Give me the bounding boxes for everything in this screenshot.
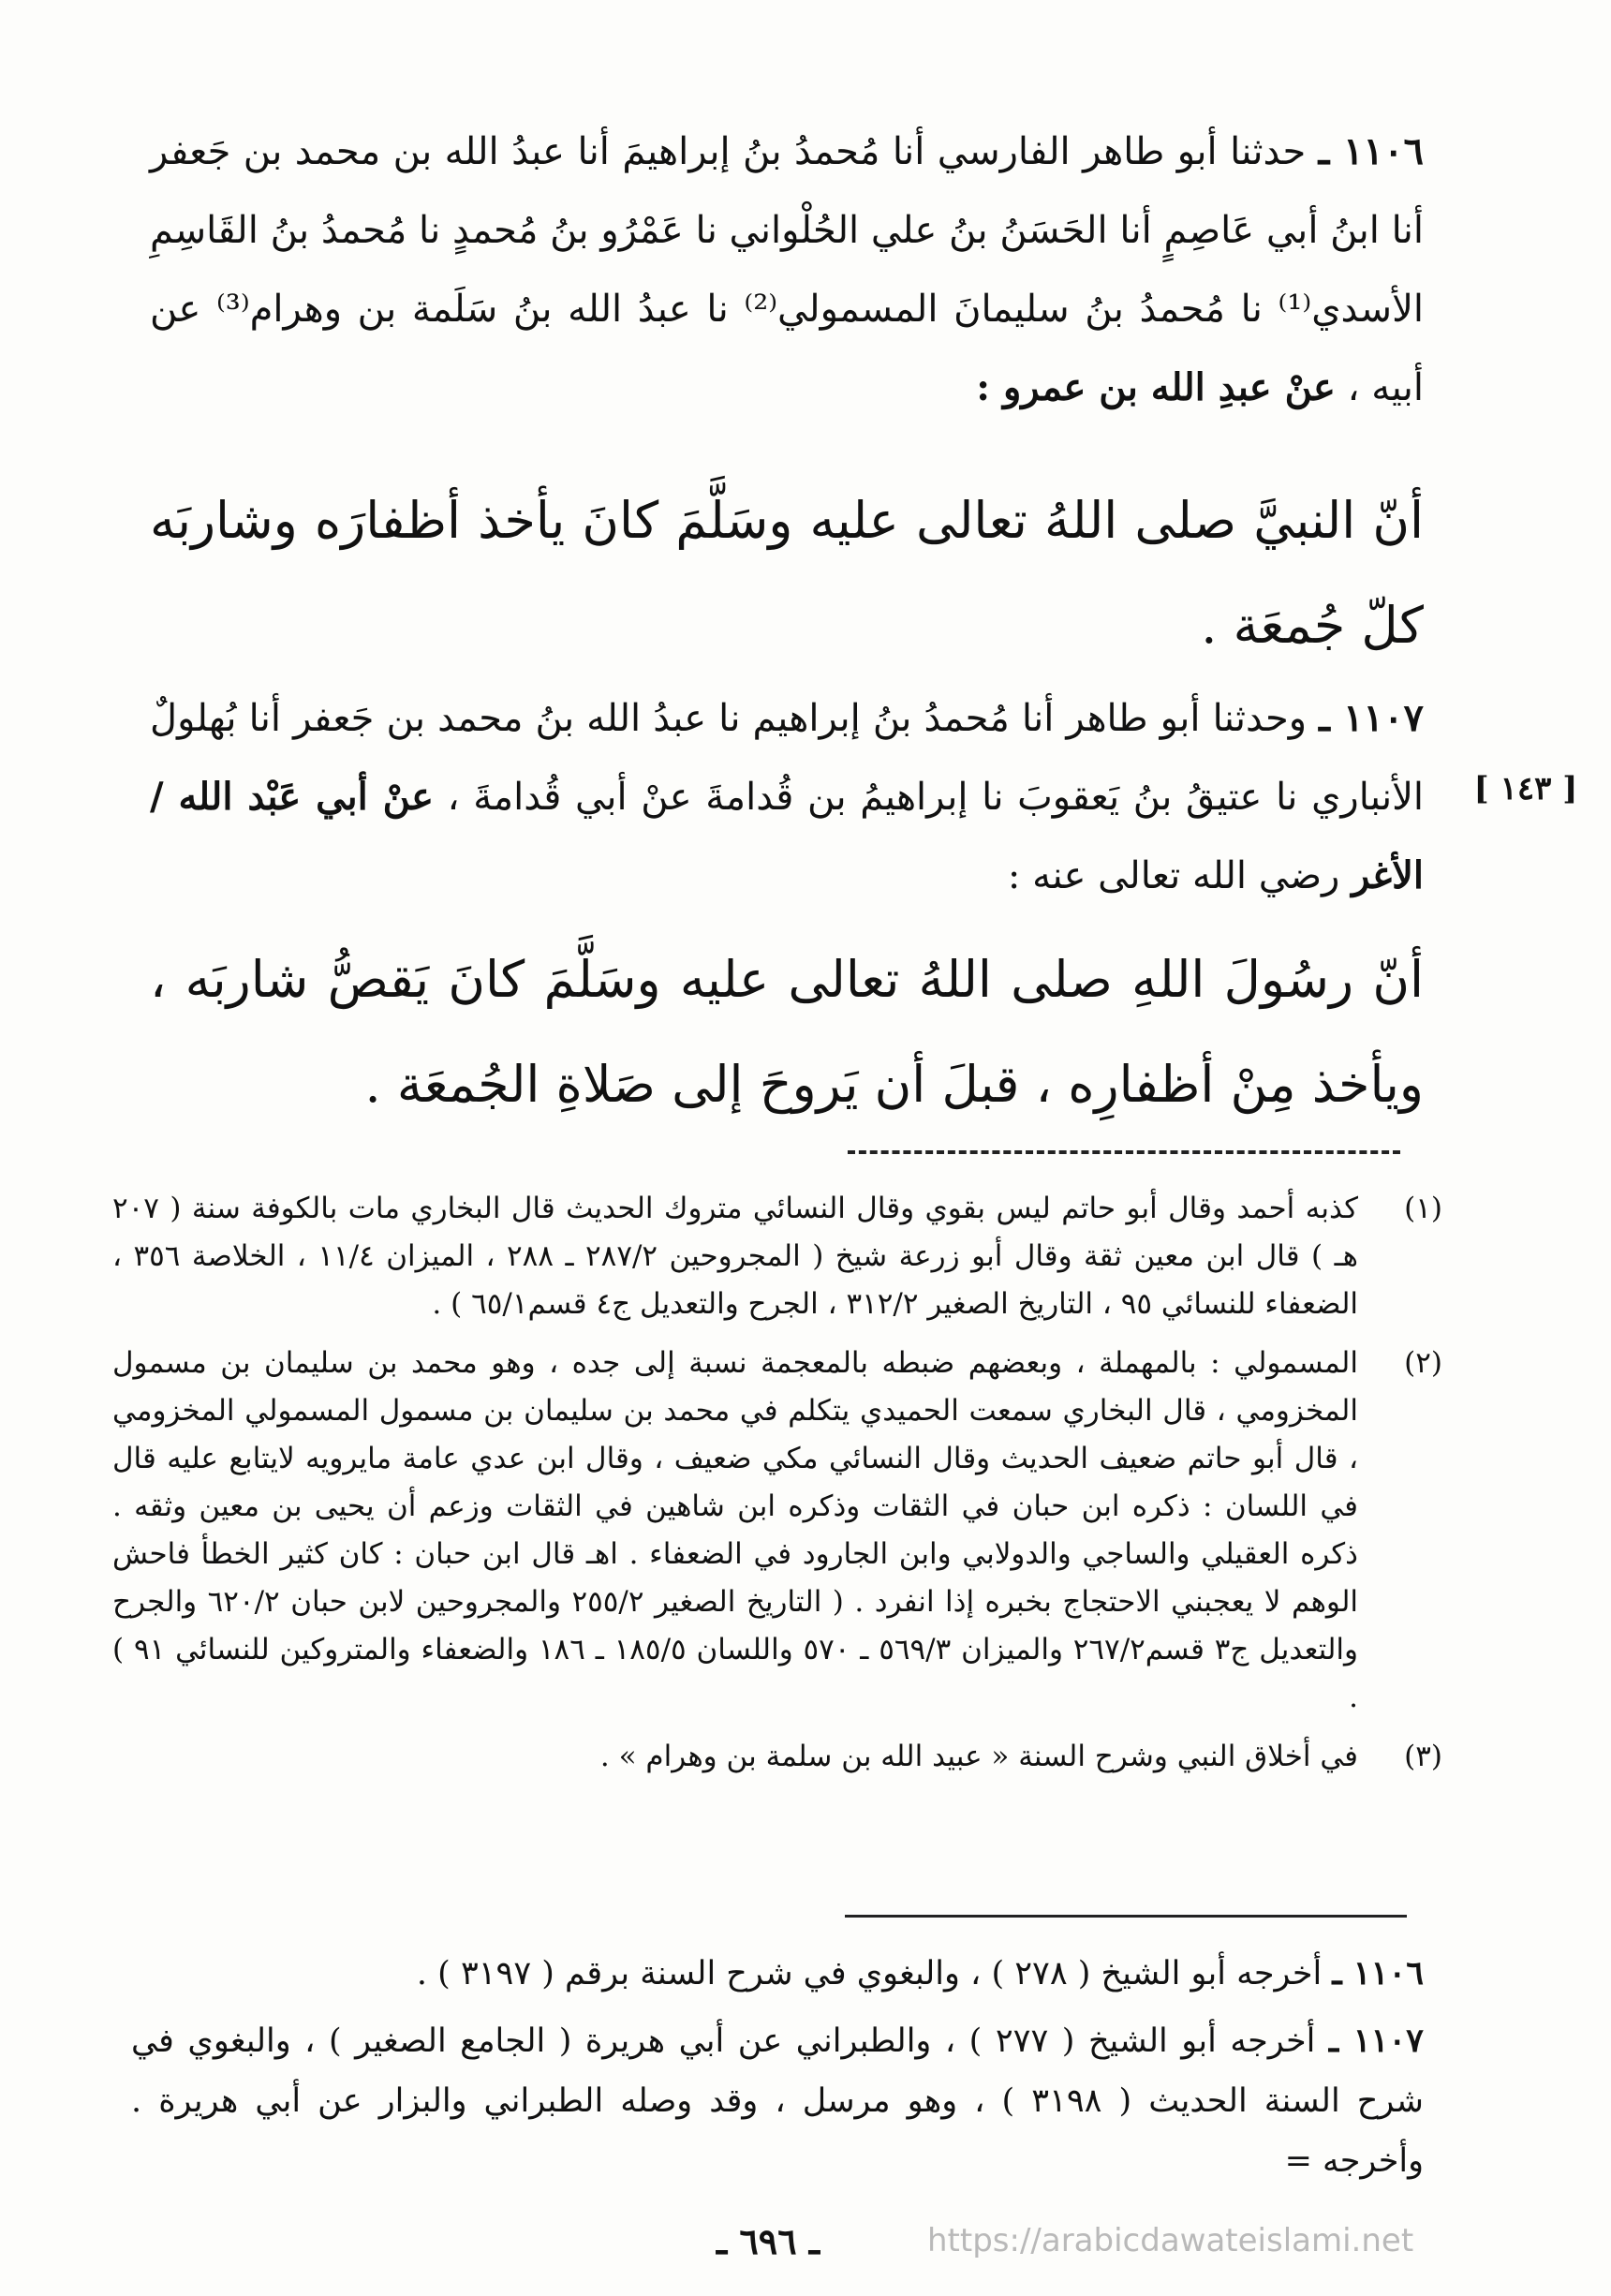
hadith-1107-matn: أنّ رسُولَ اللهِ صلى اللهُ تعالى عليه وسَلَّمَ كانَ يَقصُّ شاربَه ، ويأخذ مِنْ أظفارِه ، قبلَ أن يَروحَ إلى صَلاةِ الجُمعَة . [150, 950, 1424, 1114]
watermark-url: https://arabicdawateislami.net [927, 2222, 1414, 2259]
takhrij-notes [131, 1944, 1424, 2191]
footnote-marker: (٢) [1404, 1346, 1442, 1380]
manuscript-folio-marker: [ ١٤٣ ] [1473, 770, 1578, 807]
dashed-divider [848, 1150, 1400, 1154]
narrator-suffix: رضي الله تعالى عنه : [1007, 854, 1340, 897]
takhrij-number: ١١٠٧ ـ [1328, 2022, 1424, 2060]
takhrij-rule [845, 1915, 1407, 1918]
narrator-highlight: عنْ أبي عَبْد الله / الأغر [150, 775, 1424, 897]
footnote-3 [112, 1733, 1442, 1781]
hadith-number: ١١٠٦ ـ [1318, 129, 1424, 173]
hadith-1107-isnad [150, 679, 1424, 915]
footnote-text: كذبه أحمد وقال أبو حاتم ليس بقوي وقال النسائي متروك الحديث قال البخاري مات بالكوفة سنة ( ٢٠٧ هـ ) قال ابن معين ثقة وقال أبو زرعة شيخ ( المجروحين ٢٨٧/٢ ـ ٢٨٨ ، الميزان ١١/٤ ، الخلاصة ٣٥٦ ، الضعفاء للنسائي ٩٥ ، التاريخ الصغير ٣١٢/٢ ، الجرح والتعديل ج٤ قسم٦٥/١ ) . [112, 1192, 1359, 1321]
isnad-text: وحدثنا أبو طاهر أنا مُحمدُ بنُ إبراهيم نا عبدُ الله بنُ محمد بن جَعفر أنا بُهلولٌ الأنباري نا عتيقُ بنُ يَعقوبَ نا إبراهيمُ بن قُدامةَ عنْ أبي قُدامةَ ، [150, 697, 1425, 819]
footnotes [112, 1185, 1442, 1781]
takhrij-number: ١١٠٦ ـ [1332, 1954, 1424, 1992]
footnote-marker: (٣) [1404, 1740, 1442, 1773]
footnote-2 [112, 1340, 1442, 1722]
page-number: ـ ٦٩٦ ـ [717, 2220, 820, 2262]
takhrij-1107 [131, 2011, 1424, 2191]
hadith-number: ١١٠٧ ـ [1319, 696, 1424, 740]
narrator-highlight: عنْ عبدِ الله بن عمرو : [976, 365, 1336, 409]
hadith-1106-isnad [150, 112, 1424, 427]
isnad-text: حدثنا أبو طاهر الفارسي أنا مُحمدُ بنُ إبراهيمَ أنا عبدُ الله بن محمد بن جَعفر أنا ابنُ أبي عَاصِمٍ أنا الحَسَنُ بنُ علي الحُلْواني نا عَمْرُو بنُ مُحمدٍ نا مُحمدُ بنُ القَاسِمِ الأسدي⁽¹⁾ نا مُحمدُ بنُ سليمانَ المسمولي⁽²⁾ نا عبدُ الله بنُ سَلَمة بن وهرام⁽³⁾ عن أبيه ، [150, 130, 1424, 409]
takhrij-1106 [131, 1944, 1424, 2004]
hadith-1106-matn: أنّ النبيَّ صلى اللهُ تعالى عليه وسَلَّمَ كانَ يأخذ أظفارَه وشاربَه كلّ جُمعَة . [150, 491, 1425, 655]
footnote-1 [112, 1185, 1442, 1328]
footnote-text: المسمولي : بالمهملة ، وبعضهم ضبطه بالمعجمة نسبة إلى جده ، وهو محمد بن سليمان بن مسمول المخزومي ، قال البخاري سمعت الحميدي يتكلم في محمد بن سليمان بن مسمول المسمولي المخزومي ، قال أبو حاتم ضعيف الحديث وقال النسائي مكي ضعيف ، وقال ابن عدي عامة مايرويه لايتابع عليه قال في اللسان : ذكره ابن حبان في الثقات وذكره ابن شاهين في الثقات وزعم أن يحيى بن معين وثقه . ذكره العقيلي والساجي والدولابي وابن الجارود في الضعفاء . اهـ قال ابن حبان : كان كثير الخطأ فاحش الوهم لا يعجبني الاحتجاج بخبره إذا انفرد . ( التاريخ الصغير ٢٥٥/٢ والمجروحين لابن حبان ٦٢٠/٢ والجرح والتعديل ج٣ قسم٢٦٧/٢ والميزان ٥٦٩/٣ ـ ٥٧٠ واللسان ١٨٥/٥ ـ ١٨٦ والضعفاء والمتروكين للنسائي ٩١ ) . [112, 1346, 1359, 1714]
footnote-marker: (١) [1404, 1192, 1442, 1225]
footnote-text: في أخلاق النبي وشرح السنة « عبيد الله بن سلمة بن وهرام » . [599, 1740, 1358, 1773]
takhrij-text: أخرجه أبو الشيخ ( ٢٧٨ ) ، والبغوي في شرح السنة برقم ( ٣١٩٧ ) . [416, 1955, 1323, 1992]
takhrij-text: أخرجه أبو الشيخ ( ٢٧٧ ) ، والطبراني عن أبي هريرة ( الجامع الصغير ) ، والبغوي في شرح السنة الحديث ( ٣١٩٨ ) ، وهو مرسل ، وقد وصله الطبراني والبزار عن أبي هريرة . وأخرجه = [131, 2022, 1424, 2180]
